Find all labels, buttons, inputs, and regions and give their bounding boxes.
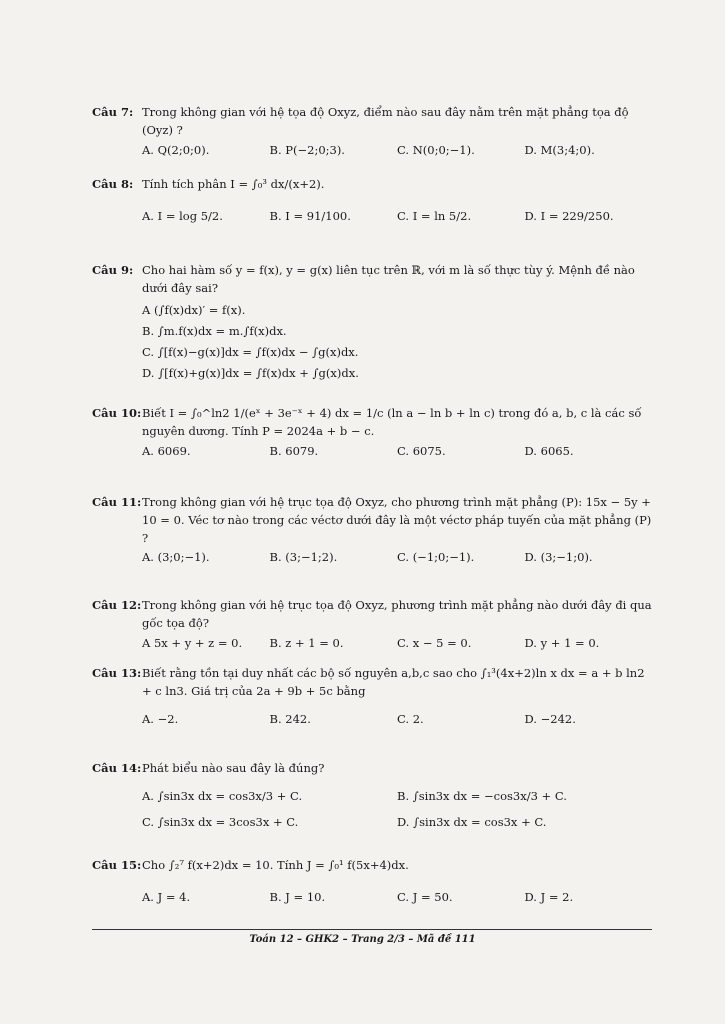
page-footer: Toán 12 – GHK2 – Trang 2/3 – Mã đề 111 bbox=[249, 934, 476, 945]
question-13 bbox=[92, 665, 652, 728]
question-15 bbox=[92, 857, 652, 907]
option-a: A. −2. bbox=[142, 711, 179, 726]
question-9 bbox=[92, 262, 652, 385]
option-b: B. I = 91/100. bbox=[269, 208, 351, 223]
question-7 bbox=[92, 104, 652, 159]
options bbox=[142, 300, 652, 385]
option-d: D. M(3;4;0). bbox=[524, 142, 595, 157]
option-c: C. 2. bbox=[397, 711, 424, 726]
option-a: A. I = log 5/2. bbox=[142, 208, 223, 223]
option-d: D. ∫[f(x)+g(x)]dx = ∫f(x)dx + ∫g(x)dx. bbox=[142, 366, 359, 381]
option-d: D. 6065. bbox=[524, 443, 574, 458]
options bbox=[142, 142, 652, 160]
option-d: D. (3;−1;0). bbox=[524, 550, 593, 565]
options bbox=[142, 443, 652, 461]
option-c: C. (−1;0;−1). bbox=[397, 550, 475, 565]
question-text: Trong không gian với hệ trục tọa độ Oxyz, phương trình mặt phẳng nào dưới đây đi qua gốc tọa độ? bbox=[142, 598, 652, 630]
option-b: B. J = 10. bbox=[269, 889, 326, 904]
option-d: D. y + 1 = 0. bbox=[524, 635, 600, 650]
option-c: C. 6075. bbox=[397, 443, 446, 458]
option-c: C. I = ln 5/2. bbox=[397, 208, 472, 223]
question-12 bbox=[92, 597, 652, 652]
option-a: A. (3;0;−1). bbox=[142, 550, 210, 565]
option-b: B. z + 1 = 0. bbox=[269, 635, 344, 650]
option-c: C. ∫sin3x dx = 3cos3x + C. bbox=[142, 814, 299, 829]
question-text: Biết I = ∫₀^ln2 1/(eˣ + 3e⁻ˣ + 4) dx = 1/c (ln a − ln b + ln c) trong đó a, b, c là các số nguyên dương. Tính P = 2024a + b − c. bbox=[142, 406, 642, 438]
option-a: A. J = 4. bbox=[142, 889, 191, 904]
options bbox=[142, 889, 652, 907]
option-a: A. 6069. bbox=[142, 443, 191, 458]
option-c: C. N(0;0;−1). bbox=[397, 142, 475, 157]
question-text: Phát biểu nào sau đây là đúng? bbox=[142, 761, 325, 775]
options-row-1 bbox=[142, 788, 652, 806]
option-b: B. (3;−1;2). bbox=[269, 550, 338, 565]
option-d: D. ∫sin3x dx = cos3x + C. bbox=[397, 814, 547, 829]
question-label: Câu 15: bbox=[92, 858, 142, 872]
question-label: Câu 11: bbox=[92, 495, 142, 509]
option-c: C. x − 5 = 0. bbox=[397, 635, 472, 650]
option-a: A. Q(2;0;0). bbox=[142, 142, 210, 157]
options bbox=[142, 208, 652, 226]
options-row-2 bbox=[142, 814, 652, 832]
option-a: A. ∫sin3x dx = cos3x/3 + C. bbox=[142, 788, 303, 803]
question-label: Câu 7: bbox=[92, 105, 134, 119]
option-d: D. −242. bbox=[524, 711, 576, 726]
question-label: Câu 10: bbox=[92, 406, 142, 420]
option-c: C. ∫[f(x)−g(x)]dx = ∫f(x)dx − ∫g(x)dx. bbox=[142, 345, 359, 360]
question-text: Trong không gian với hệ tọa độ Oxyz, điểm nào sau đây nằm trên mặt phẳng tọa độ (Oyz) ? bbox=[142, 105, 629, 137]
options bbox=[142, 549, 652, 567]
option-b: B. 242. bbox=[269, 711, 311, 726]
option-b: B. 6079. bbox=[269, 443, 319, 458]
question-14 bbox=[92, 760, 652, 831]
option-d: D. J = 2. bbox=[524, 889, 574, 904]
options bbox=[142, 635, 652, 653]
question-label: Câu 9: bbox=[92, 263, 134, 277]
option-d: D. I = 229/250. bbox=[524, 208, 614, 223]
question-text: Biết rằng tồn tại duy nhất các bộ số nguyên a,b,c sao cho ∫₁³(4x+2)ln x dx = a + b ln2 + c ln3. Giá trị của 2a + 9b + 5c bằng bbox=[142, 666, 645, 698]
question-label: Câu 8: bbox=[92, 177, 134, 191]
option-b: B. P(−2;0;3). bbox=[269, 142, 345, 157]
question-text: Tính tích phân I = ∫₀³ dx/(x+2). bbox=[142, 177, 325, 191]
question-text: Trong không gian với hệ trục tọa độ Oxyz, cho phương trình mặt phẳng (P): 15x − 5y + 10 = 0. Véc tơ nào trong các véctơ dưới đây là một véctơ pháp tuyến của mặt phẳng (P) ? bbox=[142, 495, 652, 545]
question-label: Câu 14: bbox=[92, 761, 142, 775]
option-a: A (∫f(x)dx)′ = f(x). bbox=[142, 302, 246, 317]
footer-divider bbox=[92, 929, 652, 930]
question-label: Câu 13: bbox=[92, 666, 142, 680]
option-b: B. ∫sin3x dx = −cos3x/3 + C. bbox=[397, 788, 567, 803]
options bbox=[142, 711, 652, 729]
question-11 bbox=[92, 494, 652, 567]
option-a: A 5x + y + z = 0. bbox=[142, 635, 243, 650]
option-c: C. J = 50. bbox=[397, 889, 453, 904]
question-text: Cho hai hàm số y = f(x), y = g(x) liên tục trên ℝ, với m là số thực tùy ý. Mệnh đề nào dưới đây sai? bbox=[142, 263, 635, 295]
question-text: Cho ∫₂⁷ f(x+2)dx = 10. Tính J = ∫₀¹ f(5x+4)dx. bbox=[142, 858, 409, 872]
question-label: Câu 12: bbox=[92, 598, 142, 612]
question-8 bbox=[92, 176, 652, 226]
question-10 bbox=[92, 405, 652, 460]
option-b: B. ∫m.f(x)dx = m.∫f(x)dx. bbox=[142, 323, 287, 338]
